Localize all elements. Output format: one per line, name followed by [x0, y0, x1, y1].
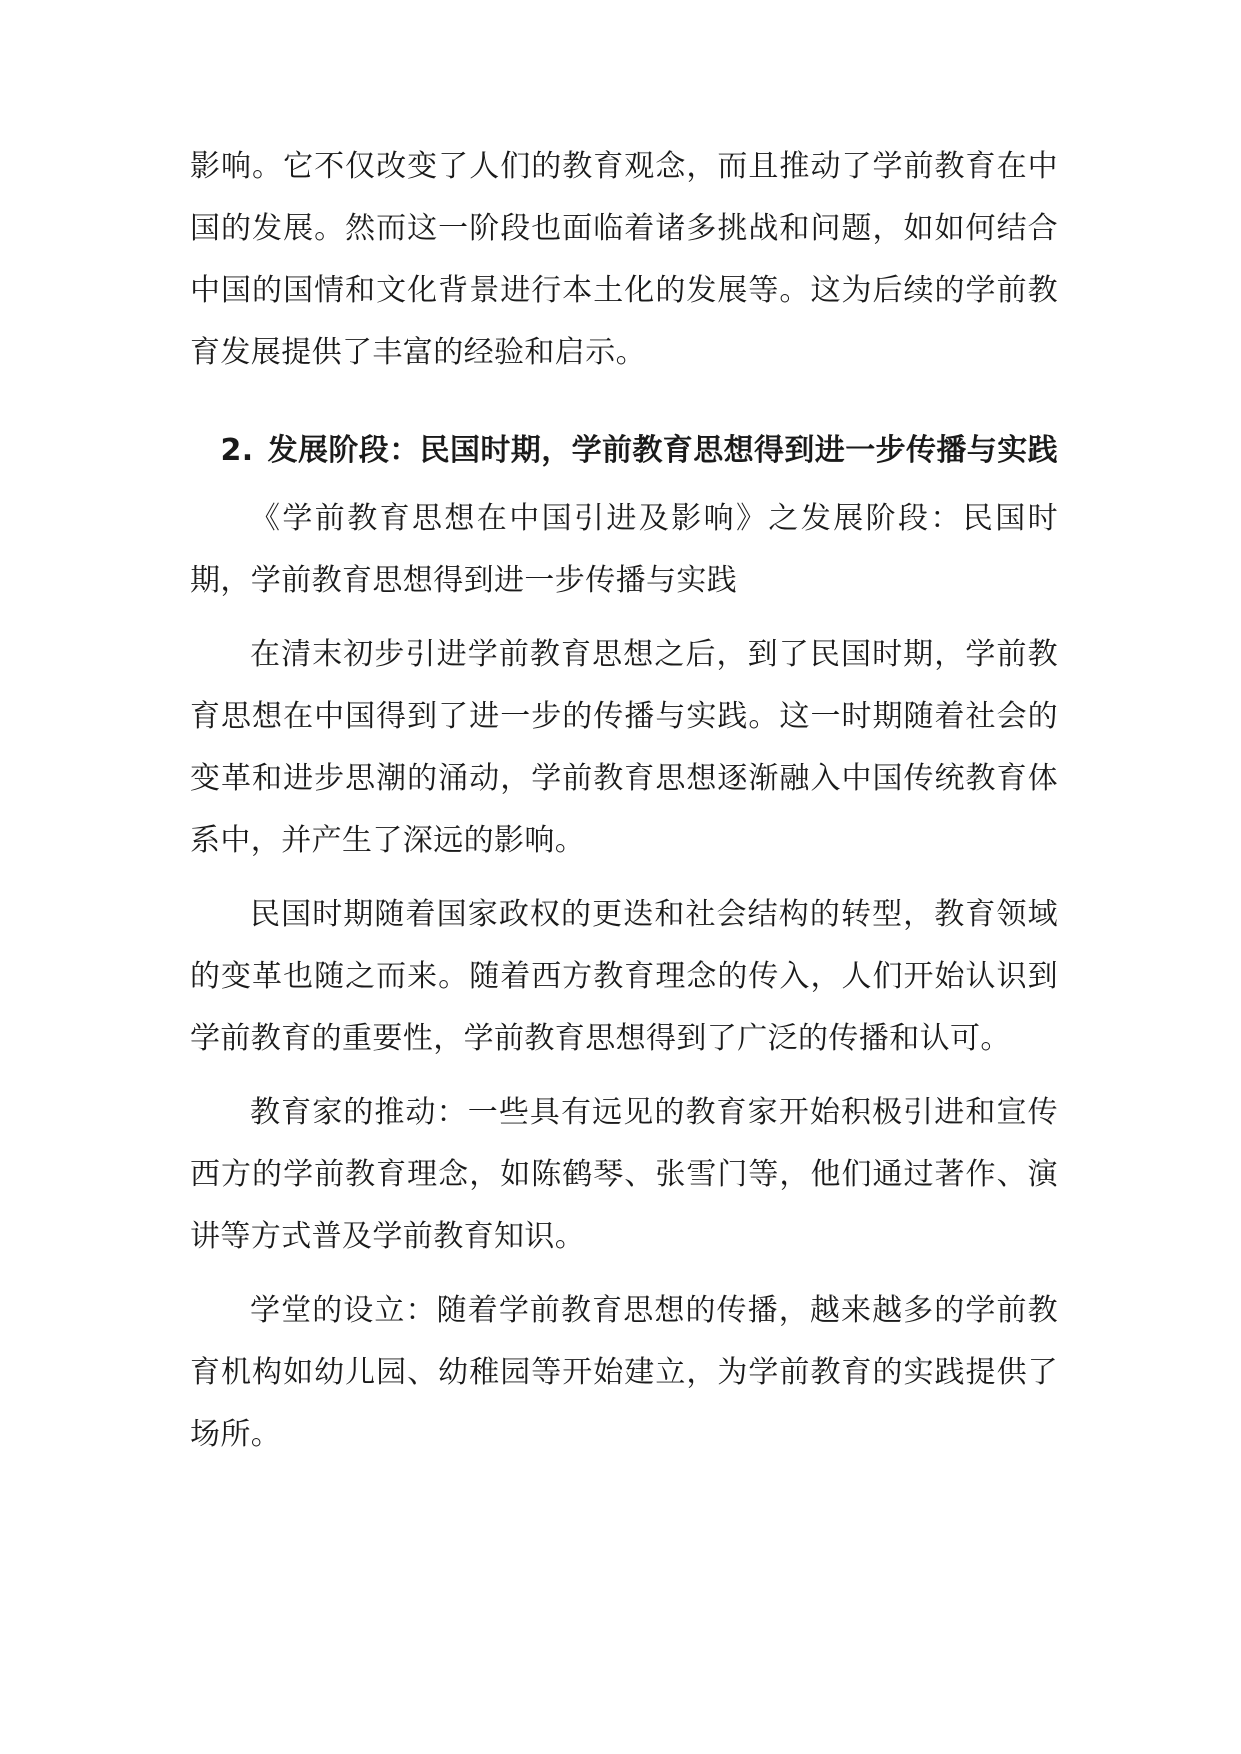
section-title: 发展阶段：民国时期，学前教育思想得到进一步传播与实践: [267, 433, 1058, 468]
paragraph-context: 在清末初步引进学前教育思想之后，到了民国时期，学前教育思想在中国得到了进一步的传播与实践。这一时期随着社会的变革和进步思潮的涌动，学前教育思想逐渐融入中国传统教育体系中，并产生了深远的影响。: [190, 637, 1058, 858]
paragraph-educators: 教育家的推动：一些具有远见的教育家开始积极引进和宣传西方的学前教育理念，如陈鹤琴、张雪门等，他们通过著作、演讲等方式普及学前教育知识。: [190, 1095, 1058, 1254]
paragraph-background: 民国时期随着国家政权的更迭和社会结构的转型，教育领域的变革也随之而来。随着西方教育理念的传入，人们开始认识到学前教育的重要性，学前教育思想得到了广泛的传播和认可。: [190, 897, 1058, 1056]
document-page: [190, 136, 1058, 1478]
paragraph-schools: 学堂的设立：随着学前教育思想的传播，越来越多的学前教育机构如幼儿园、幼稚园等开始建立，为学前教育的实践提供了场所。: [190, 1293, 1058, 1452]
paragraph-intro: 《学前教育思想在中国引进及影响》之发展阶段：民国时期，学前教育思想得到进一步传播与实践: [190, 501, 1058, 598]
section-heading: [190, 420, 1058, 482]
paragraph-continuation: 影响。它不仅改变了人们的教育观念，而且推动了学前教育在中国的发展。然而这一阶段也面临着诸多挑战和问题，如如何结合中国的国情和文化背景进行本土化的发展等。这为后续的学前教育发展提供了丰富的经验和启示。: [190, 149, 1058, 370]
section-number: 2.: [220, 433, 254, 468]
